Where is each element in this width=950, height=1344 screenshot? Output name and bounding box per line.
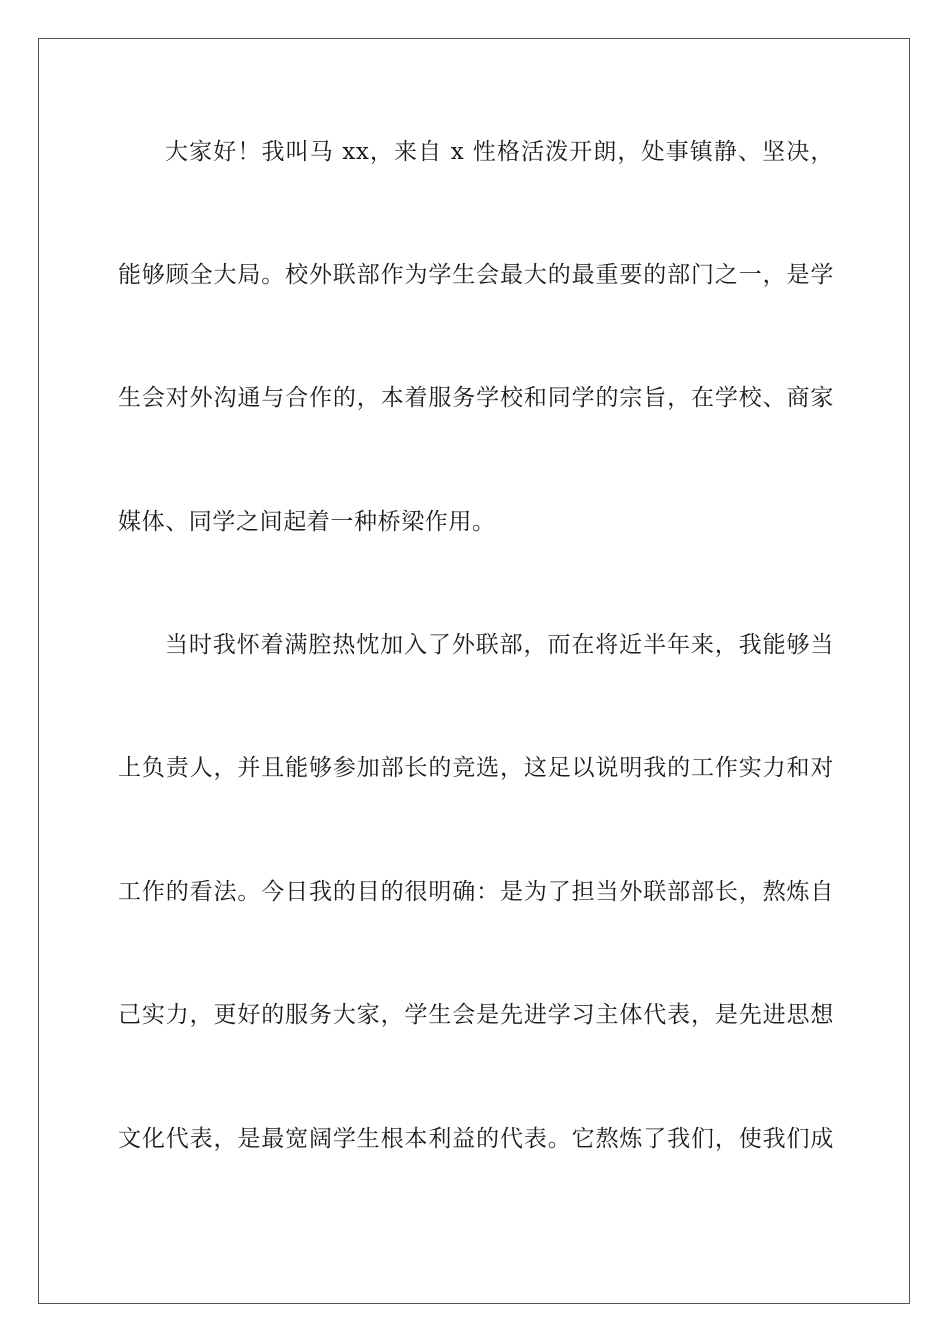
paragraph-2-line-2: 上负责人，并且能够参加部长的竞选，这足以说明我的工作实力和对 xyxy=(118,755,834,781)
page-border xyxy=(38,38,910,1304)
paragraph-2-line-5: 文化代表，是最宽阔学生根本利益的代表。它熬炼了我们，使我们成 xyxy=(118,1126,834,1152)
paragraph-1-line-2: 能够顾全大局。校外联部作为学生会最大的最重要的部门之一，是学 xyxy=(118,262,834,288)
paragraph-2-line-3: 工作的看法。今日我的目的很明确：是为了担当外联部部长，熬炼自 xyxy=(118,879,834,905)
paragraph-1-line-3: 生会对外沟通与合作的，本着服务学校和同学的宗旨，在学校、商家 xyxy=(118,385,834,411)
paragraph-1-line-4: 媒体、同学之间起着一种桥梁作用。 xyxy=(118,509,496,535)
paragraph-2-line-4: 己实力，更好的服务大家，学生会是先进学习主体代表，是先进思想 xyxy=(118,1002,834,1028)
paragraph-2-line-1: 当时我怀着满腔热忱加入了外联部，而在将近半年来，我能够当 xyxy=(165,632,834,658)
paragraph-1-line-1: 大家好！我叫马 xx，来自 x 性格活泼开朗，处事镇静、坚决， xyxy=(165,139,834,165)
